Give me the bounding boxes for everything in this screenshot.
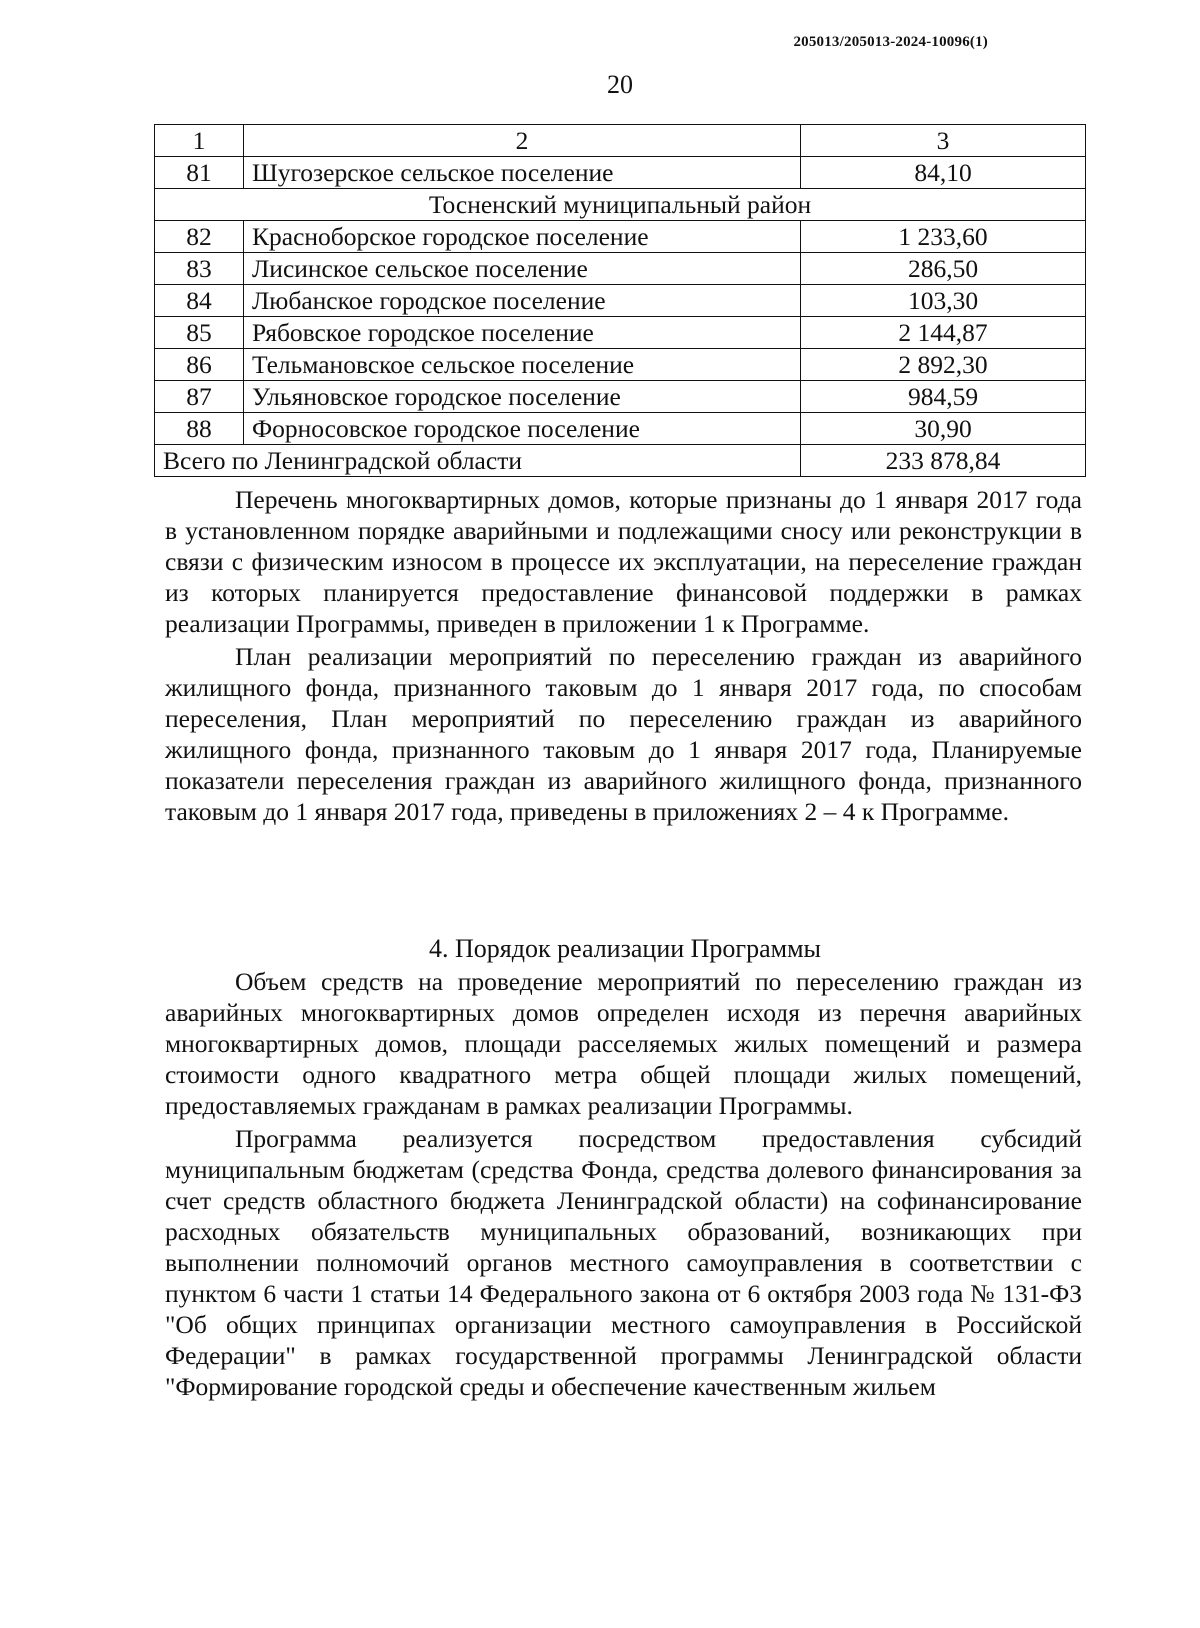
total-row: [155, 445, 1086, 477]
document-id: 205013/205013-2024-10096(1): [793, 34, 988, 50]
settlement-name: Красноборское городское поселение: [244, 221, 801, 253]
page-number: 20: [607, 70, 633, 99]
row-number: 86: [155, 349, 244, 381]
paragraph: Объем средств на проведение мероприятий по переселению граждан из аварийных многоквартирных домов определен исходя из перечня аварийных многоквартирных домов, площади расселяемых жилых помещений и размера стоимости одного квадратного метра общей площади жилых помещений, предоставляемых гражданам в рамках реализации Программы.: [165, 967, 1082, 1120]
table-row: [155, 253, 1086, 285]
settlement-name: Ульяновское городское поселение: [244, 381, 801, 413]
funding-value: 984,59: [801, 381, 1086, 413]
funding-value: 2 144,87: [801, 317, 1086, 349]
section-heading: 4. Порядок реализации Программы: [428, 934, 822, 963]
funding-table: [154, 124, 1086, 477]
total-value: 233 878,84: [801, 445, 1086, 477]
column-header: 2: [244, 125, 801, 157]
funding-value: 30,90: [801, 413, 1086, 445]
row-number: 88: [155, 413, 244, 445]
settlement-name: Рябовское городское поселение: [244, 317, 801, 349]
total-label: Всего по Ленинградской области: [155, 445, 801, 477]
body-text-lower: [165, 966, 1082, 1402]
column-header: 1: [155, 125, 244, 157]
settlement-name: Лисинское сельское поселение: [244, 253, 801, 285]
settlement-name: Шугозерское сельское поселение: [244, 157, 801, 189]
table-row: [155, 285, 1086, 317]
funding-value: 84,10: [801, 157, 1086, 189]
row-number: 85: [155, 317, 244, 349]
table-row: [155, 157, 1086, 189]
paragraph: Программа реализуется посредством предоставления субсидий муниципальным бюджетам (средства Фонда, средства долевого финансирования за счет средств областного бюджета Ленинградской области) на софинансирование расходных обязательств муниципальных образований, возникающих при выполнении полномочий органов местного самоуправления в соответствии с пунктом 6 части 1 статьи 14 Федерального закона от 6 октября 2003 года № 131-ФЗ "Об общих принципах организации местного самоуправления в Российской Федерации" в рамках государственной программы Ленинградской области "Формирование городской среды и обеспечение качественным жильем: [165, 1124, 1082, 1401]
row-number: 82: [155, 221, 244, 253]
row-number: 84: [155, 285, 244, 317]
body-text-upper: [165, 484, 1082, 827]
column-header: 3: [801, 125, 1086, 157]
table-header-row: [155, 125, 1086, 157]
paragraph: Перечень многоквартирных домов, которые признаны до 1 января 2017 года в установленном порядке аварийными и подлежащими сносу или реконструкции в связи с физическим износом в процессе их эксплуатации, на переселение граждан из которых планируется предоставление финансовой поддержки в рамках реализации Программы, приведен в приложении 1 к Программе.: [165, 485, 1082, 638]
table-row: [155, 317, 1086, 349]
funding-value: 1 233,60: [801, 221, 1086, 253]
table-row: [155, 221, 1086, 253]
settlement-name: Любанское городское поселение: [244, 285, 801, 317]
table-row: [155, 381, 1086, 413]
row-number: 83: [155, 253, 244, 285]
funding-value: 103,30: [801, 285, 1086, 317]
funding-value: 2 892,30: [801, 349, 1086, 381]
funding-value: 286,50: [801, 253, 1086, 285]
district-name: Тосненский муниципальный район: [155, 189, 1086, 221]
district-row: [155, 189, 1086, 221]
paragraph: План реализации мероприятий по переселению граждан из аварийного жилищного фонда, признанного таковым до 1 января 2017 года, по способам переселения, План мероприятий по переселению граждан из аварийного жилищного фонда, признанного таковым до 1 января 2017 года, Планируемые показатели переселения граждан из аварийного жилищного фонда, признанного таковым до 1 января 2017 года, приведены в приложениях 2 – 4 к Программе.: [165, 642, 1082, 826]
table-row: [155, 349, 1086, 381]
row-number: 87: [155, 381, 244, 413]
settlement-name: Тельмановское сельское поселение: [244, 349, 801, 381]
settlement-name: Форносовское городское поселение: [244, 413, 801, 445]
table-row: [155, 413, 1086, 445]
row-number: 81: [155, 157, 244, 189]
